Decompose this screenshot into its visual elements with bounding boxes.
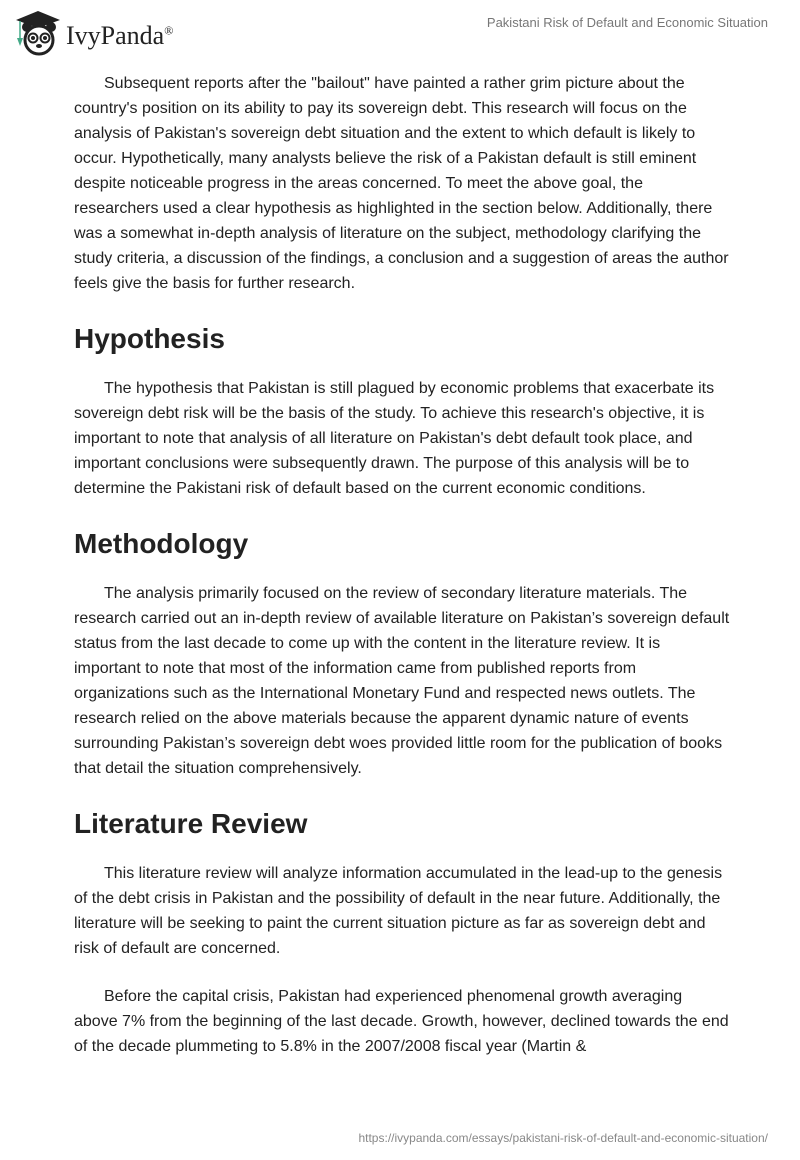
logo-text: IvyPanda xyxy=(66,21,165,50)
paragraph: The analysis primarily focused on the review of secondary literature materials. The research carried out an in-depth review of available literature on Pakistan’s sovereign default status from the last decade to come up with the content in the literature review. It is important to note that most of the information came from published reports from organizations such as the International Monetary Fund and respected news outlets. The research relied on the above materials because the apparent dynamic nature of events surrounding Pakistan’s sovereign debt woes provided little room for the publication of books that detail the situation comprehensively. xyxy=(74,585,730,777)
section-heading-hypothesis: Hypothesis xyxy=(74,323,225,354)
intro-paragraph: Subsequent reports after the "bailout" have painted a rather grim picture about the country's position on its ability to pay its sovereign debt. This research will focus on the analysis of Pakistan's sovereign debt situation and the extent to which default is likely to occur. Hypothetically, many analysts believe the risk of a Pakistan default is still eminent despite noticeable progress in the areas concerned. To meet the above goal, the researchers used a clear hypothesis as highlighted in the section below. Additionally, there was a somewhat in-depth analysis of literature on the subject, methodology clarifying the study criteria, a discussion of the findings, a conclusion and a suggestion of areas the author feels give the basis for further research. xyxy=(74,75,729,292)
panda-graduate-icon xyxy=(14,8,60,56)
paragraph: Before the capital crisis, Pakistan had experienced phenomenal growth averaging above 7% from the beginning of the last decade. Growth, however, declined towards the end of the decade plummeting to 5.8% in the 2007/2008 fiscal year (Martin & xyxy=(74,988,729,1055)
paragraph: The hypothesis that Pakistan is still plagued by economic problems that exacerbate its sovereign debt risk will be the basis of the study. To achieve this research's objective, it is important to note that analysis of all literature on Pakistan's debt default took place, and important conclusions were subsequently drawn. The purpose of this analysis will be to determine the Pakistani risk of default based on the current economic conditions. xyxy=(74,380,715,497)
essay-body xyxy=(74,71,730,1082)
page-header xyxy=(0,0,800,60)
ivypanda-logo[interactable] xyxy=(14,8,173,56)
section-heading-methodology: Methodology xyxy=(74,528,249,559)
document-title: Pakistani Risk of Default and Economic Situation xyxy=(486,15,768,30)
section-heading-literature-review: Literature Review xyxy=(74,808,308,839)
paragraph: This literature review will analyze information accumulated in the lead-up to the genesis of the debt crisis in Pakistan and the possibility of default in the near future. Additionally, the literature will be seeking to paint the current situation picture as far as sovereign debt and risk of default are concerned. xyxy=(74,865,723,957)
registered-mark: ® xyxy=(164,23,174,38)
source-url[interactable]: https://ivypanda.com/essays/pakistani-risk-of-default-and-economic-situation/ xyxy=(358,1131,768,1145)
